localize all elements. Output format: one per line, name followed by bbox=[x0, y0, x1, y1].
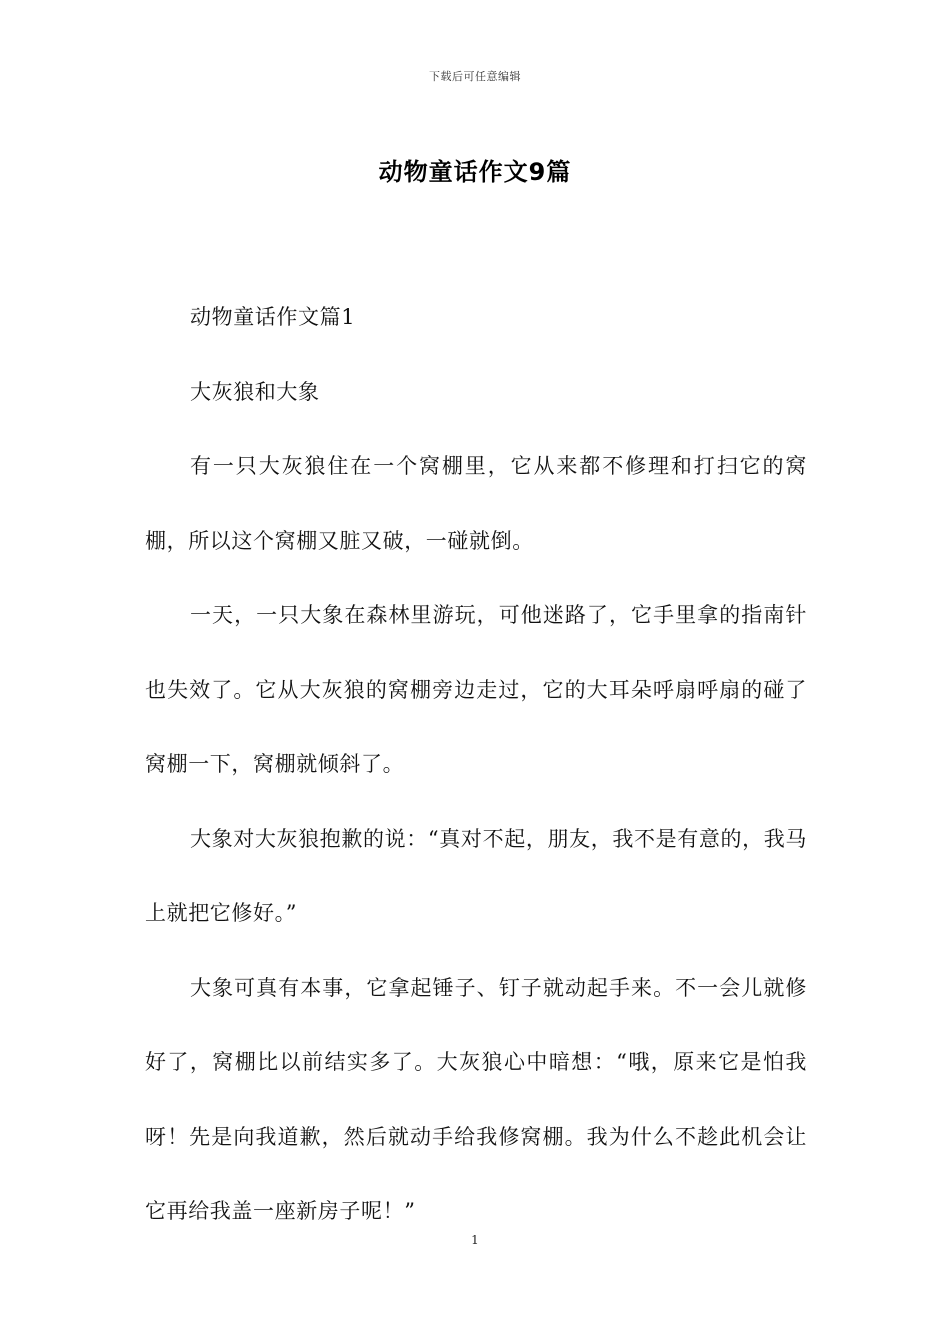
section-heading: 动物童话作文篇1 bbox=[190, 305, 356, 329]
document-body bbox=[145, 280, 807, 1249]
paragraph: 大象可真有本事，它拿起锤子、钉子就动起手来。不一会儿就修好了，窝棚比以前结实多了。大灰狼心中暗想：“哦，原来它是怕我呀！先是向我道歉，然后就动手给我修窝棚。我为什么不趁此机会让它再给我盖一座新房子呢！” bbox=[145, 975, 807, 1223]
paragraph: 大象对大灰狼抱歉的说：“真对不起，朋友，我不是有意的，我马上就把它修好。” bbox=[145, 826, 807, 925]
page-number: 1 bbox=[471, 1233, 479, 1247]
story-title: 大灰狼和大象 bbox=[190, 379, 320, 404]
paragraph: 一天，一只大象在森林里游玩，可他迷路了，它手里拿的指南针也失效了。它从大灰狼的窝棚旁边走过，它的大耳朵呼扇呼扇的碰了窝棚一下，窝棚就倾斜了。 bbox=[145, 603, 807, 776]
paragraph: 有一只大灰狼住在一个窝棚里，它从来都不修理和打扫它的窝棚，所以这个窝棚又脏又破，一碰就倒。 bbox=[145, 454, 807, 553]
document-title: 动物童话作文9篇 bbox=[378, 158, 572, 186]
header-note: 下载后可任意编辑 bbox=[429, 70, 521, 83]
